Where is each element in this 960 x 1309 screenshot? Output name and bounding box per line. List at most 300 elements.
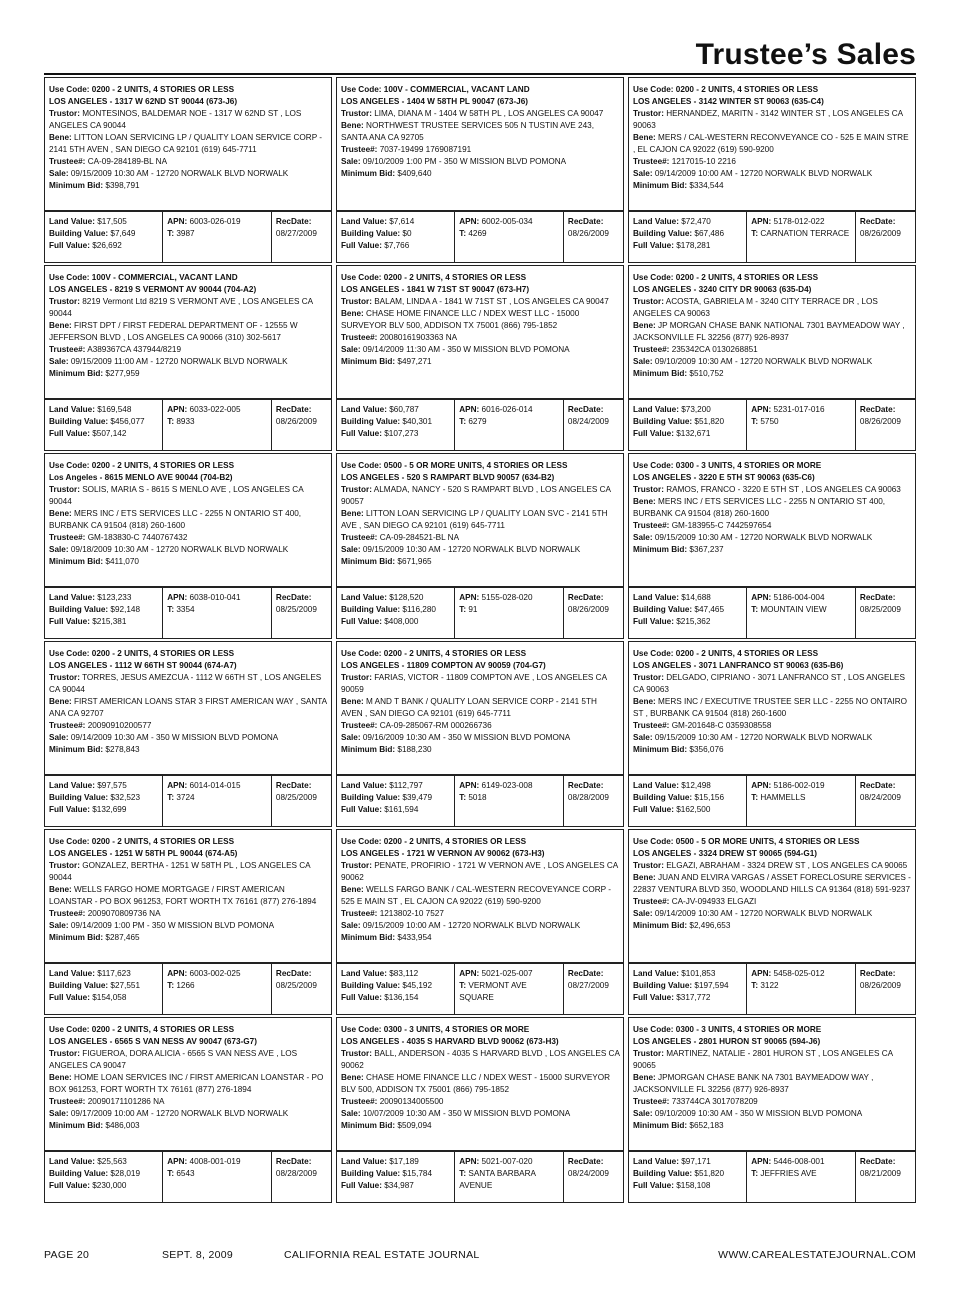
tract <box>167 416 268 428</box>
minimum-bid-label: Minimum Bid: <box>633 921 688 930</box>
recdate-value: 08/25/2009 <box>275 793 317 802</box>
building-value <box>49 792 159 804</box>
minimum-bid <box>633 368 912 380</box>
building-value <box>49 1168 159 1180</box>
trustee-number <box>49 908 328 920</box>
listing-details <box>629 78 915 212</box>
sale-info-label: Sale: <box>633 357 653 366</box>
recdate-column <box>271 400 331 450</box>
building-value <box>341 980 451 992</box>
sale-info <box>633 356 912 368</box>
use-code: Use Code: 0200 - 2 UNITS, 4 STORIES OR LESS <box>341 273 527 282</box>
beneficiary-value: FIRST AMERICAN LOANS STAR 3 FIRST AMERICAN WAY , SANTA ANA CA 92707 <box>49 697 327 718</box>
trustor <box>341 296 620 308</box>
recdate-value: 08/28/2009 <box>567 793 609 802</box>
listing-values <box>629 1152 915 1202</box>
trustee-number-value: 20090171101286 NA <box>87 1097 165 1106</box>
minimum-bid <box>49 368 328 380</box>
full-value <box>49 1180 159 1192</box>
building-value <box>633 1168 743 1180</box>
building-value-label: Building Value: <box>341 981 401 990</box>
full-value <box>341 992 451 1004</box>
trustor <box>341 1048 620 1072</box>
building-value <box>341 792 451 804</box>
full-value-value: $408,000 <box>384 617 419 626</box>
apn-value: 5155-028-020 <box>481 593 533 602</box>
apn <box>751 780 852 792</box>
use-code: Use Code: 0200 - 2 UNITS, 4 STORIES OR LESS <box>633 649 819 658</box>
land-value-label: Land Value: <box>633 593 679 602</box>
value-column <box>629 212 746 262</box>
apn <box>459 780 560 792</box>
recdate-column <box>271 776 331 826</box>
apn-label: APN: <box>167 781 188 790</box>
listing-card <box>628 829 916 1015</box>
listing-values <box>337 588 623 638</box>
sale-info-value: 09/10/2009 10:30 AM - 12720 NORWALK BLVD NORWALK <box>654 357 873 366</box>
trustor-label: Trustor: <box>633 673 664 682</box>
full-value <box>633 804 743 816</box>
land-value <box>633 1156 743 1168</box>
minimum-bid <box>49 180 328 192</box>
listing-details <box>337 266 623 400</box>
building-value-label: Building Value: <box>633 417 693 426</box>
apn-column <box>454 1152 563 1202</box>
sale-info-value: 09/10/2009 1:00 PM - 350 W MISSION BLVD POMONA <box>362 157 567 166</box>
value-column <box>45 212 162 262</box>
sale-info-value: 09/14/2009 10:00 AM - 12720 NORWALK BLVD NORWALK <box>654 169 873 178</box>
recdate-label: RecDate: <box>859 969 896 978</box>
sale-info-label: Sale: <box>49 733 69 742</box>
value-column <box>337 400 454 450</box>
beneficiary-value: LITTON LOAN SERVICING LP / QUALITY LOAN SVC - 2141 5TH AVE , SAN DIEGO CA 92101 (619) 645-7711 <box>341 509 608 530</box>
trustee-number-label: Trustee#: <box>341 1097 378 1106</box>
full-value-value: $215,362 <box>676 617 711 626</box>
tract-value: HAMMELLS <box>760 793 806 802</box>
value-column <box>629 1152 746 1202</box>
apn-column <box>746 776 855 826</box>
minimum-bid-label: Minimum Bid: <box>633 181 688 190</box>
beneficiary-label: Bene: <box>49 133 72 142</box>
tract <box>459 792 560 804</box>
minimum-bid <box>633 744 912 756</box>
trustor <box>49 860 328 884</box>
trustor-value: BALL, ANDERSON - 4035 S HARVARD BLVD , LOS ANGELES CA 90062 <box>341 1049 620 1070</box>
apn <box>751 1156 852 1168</box>
trustor-value: MARTINEZ, NATALIE - 2801 HURON ST , LOS ANGELES CA 90065 <box>633 1049 893 1070</box>
trustee-number-label: Trustee#: <box>633 721 670 730</box>
full-value-label: Full Value: <box>49 617 90 626</box>
apn-label: APN: <box>751 593 772 602</box>
beneficiary-value: FIRST DPT / FIRST FEDERAL DEPARTMENT OF - 12555 W JEFFERSON BLVD , LOS ANGELES CA 90066 (310) 302-5617 <box>49 321 298 342</box>
trustee-number <box>341 720 620 732</box>
apn-column <box>454 400 563 450</box>
trustee-number-label: Trustee#: <box>633 1097 670 1106</box>
trustor-label: Trustor: <box>341 861 372 870</box>
beneficiary <box>49 1072 328 1096</box>
tract-label: T: <box>459 229 467 238</box>
trustor-label: Trustor: <box>633 861 664 870</box>
listing-card <box>336 829 624 1015</box>
trustor <box>49 1048 328 1072</box>
minimum-bid-label: Minimum Bid: <box>341 169 396 178</box>
sale-info-value: 09/15/2009 11:00 AM - 12720 NORWALK BLVD NORWALK <box>70 357 288 366</box>
value-column <box>337 212 454 262</box>
sale-info-value: 09/14/2009 1:00 PM - 350 W MISSION BLVD POMONA <box>70 921 275 930</box>
sale-info <box>633 732 912 744</box>
apn-value: 5021-007-020 <box>481 1157 533 1166</box>
trustor-value: TORRES, JESUS AMEZCUA - 1112 W 66TH ST , LOS ANGELES CA 90044 <box>49 673 322 694</box>
use-code: Use Code: 0200 - 2 UNITS, 4 STORIES OR LESS <box>49 461 235 470</box>
recdate-label: RecDate: <box>275 781 312 790</box>
apn <box>167 780 268 792</box>
listing-values <box>629 964 915 1014</box>
apn-column <box>746 588 855 638</box>
sale-info-value: 09/14/2009 10:30 AM - 12720 NORWALK BLVD NORWALK <box>654 909 873 918</box>
apn-column <box>162 776 271 826</box>
recdate-value: 08/24/2009 <box>859 793 901 802</box>
trustee-number-value: 2009070809736 NA <box>87 909 161 918</box>
trustee-number <box>341 332 620 344</box>
tract <box>167 604 268 616</box>
recdate-column <box>271 212 331 262</box>
listing-details <box>629 454 915 588</box>
tract-value: 3987 <box>176 229 195 238</box>
recdate-column <box>855 964 915 1014</box>
trustor-label: Trustor: <box>341 1049 372 1058</box>
trustee-number-label: Trustee#: <box>341 721 378 730</box>
trustor-label: Trustor: <box>341 485 372 494</box>
apn-value: 6016-026-014 <box>481 405 533 414</box>
use-code: Use Code: 100V - COMMERCIAL, VACANT LAND <box>341 85 530 94</box>
tract-label: T: <box>751 417 759 426</box>
sale-info-value: 09/14/2009 10:30 AM - 350 W MISSION BLVD POMONA <box>70 733 279 742</box>
land-value-value: $7,614 <box>389 217 415 226</box>
trustor-label: Trustor: <box>49 861 80 870</box>
minimum-bid-label: Minimum Bid: <box>49 933 104 942</box>
recdate-value: 08/24/2009 <box>567 417 609 426</box>
minimum-bid-value: $398,791 <box>105 181 140 190</box>
beneficiary-label: Bene: <box>49 509 72 518</box>
recdate-label: RecDate: <box>567 217 604 226</box>
value-column <box>629 400 746 450</box>
minimum-bid-label: Minimum Bid: <box>49 369 104 378</box>
beneficiary-value: M AND T BANK / QUALITY LOAN SERVICE CORP - 2141 5TH AVEN , SAN DIEGO CA 92101 (619) 645-7711 <box>341 697 597 718</box>
minimum-bid-label: Minimum Bid: <box>633 545 688 554</box>
trustor-value: ELGAZI, ABRAHAM - 3324 DREW ST , LOS ANGELES CA 90065 <box>666 861 908 870</box>
recdate-column <box>563 1152 623 1202</box>
listing-values <box>45 1152 331 1202</box>
beneficiary-value: MERS INC / EXECUTIVE TRUSTEE SER LLC - 2255 NO ONTAIRO ST , BURBANK CA 91504 (818) 260-1600 <box>633 697 908 718</box>
minimum-bid <box>341 932 620 944</box>
recdate-label: RecDate: <box>859 1157 896 1166</box>
trustor-label: Trustor: <box>341 109 372 118</box>
recdate-column <box>855 776 915 826</box>
page-number: PAGE 20 <box>44 1249 90 1261</box>
sale-info <box>49 544 328 556</box>
land-value-value: $101,853 <box>681 969 716 978</box>
sale-info-value: 09/15/2009 10:00 AM - 12720 NORWALK BLVD NORWALK <box>362 921 581 930</box>
land-value-value: $97,575 <box>97 781 127 790</box>
minimum-bid <box>341 1120 620 1132</box>
recdate-label: RecDate: <box>859 405 896 414</box>
property-address: LOS ANGELES - 6565 S VAN NESS AV 90047 (673-G7) <box>49 1037 257 1046</box>
trustee-number <box>341 144 620 156</box>
land-value <box>633 780 743 792</box>
trustee-number <box>633 720 912 732</box>
building-value-value: $27,551 <box>110 981 141 990</box>
apn <box>751 968 852 980</box>
listing-values <box>337 964 623 1014</box>
listing-card <box>628 77 916 263</box>
recdate-value: 08/26/2009 <box>859 981 901 990</box>
sale-info <box>341 920 620 932</box>
land-value <box>341 780 451 792</box>
beneficiary <box>341 120 620 144</box>
listing-card <box>44 1017 332 1203</box>
sale-info <box>341 732 620 744</box>
trustee-number-value: GM-201648-C 0359308558 <box>671 721 772 730</box>
building-value-label: Building Value: <box>49 793 109 802</box>
trustee-number <box>341 532 620 544</box>
recdate-column <box>855 212 915 262</box>
recdate-label: RecDate: <box>567 593 604 602</box>
listing-values <box>337 776 623 826</box>
apn-column <box>162 1152 271 1202</box>
sale-info-value: 09/14/2009 11:30 AM - 350 W MISSION BLVD POMONA <box>362 345 570 354</box>
sale-info <box>341 156 620 168</box>
full-value-label: Full Value: <box>49 1181 90 1190</box>
land-value-label: Land Value: <box>49 969 95 978</box>
land-value-value: $17,189 <box>389 1157 419 1166</box>
trustor-value: FARIAS, VICTOR - 11809 COMPTON AVE , LOS ANGELES CA 90059 <box>341 673 607 694</box>
full-value-value: $162,500 <box>676 805 711 814</box>
minimum-bid-label: Minimum Bid: <box>341 933 396 942</box>
tract <box>459 228 560 240</box>
full-value-label: Full Value: <box>341 241 382 250</box>
land-value <box>633 968 743 980</box>
use-code: Use Code: 0500 - 5 OR MORE UNITS, 4 STORIES OR LESS <box>341 461 568 470</box>
recdate-column <box>271 1152 331 1202</box>
land-value-label: Land Value: <box>341 405 387 414</box>
sale-info-label: Sale: <box>49 357 69 366</box>
trustee-number <box>633 1096 912 1108</box>
sale-info <box>49 356 328 368</box>
apn <box>459 968 560 980</box>
beneficiary <box>341 308 620 332</box>
tract-value: 91 <box>468 605 478 614</box>
trustor-value: HERNANDEZ, MARITN - 3142 WINTER ST , LOS ANGELES CA 90063 <box>633 109 903 130</box>
recdate-label: RecDate: <box>859 781 896 790</box>
beneficiary-value: JPMORGAN CHASE BANK NA 7301 BAYMEADOW WAY , JACKSONVILLE FL 32256 (877) 926-8937 <box>633 1073 874 1094</box>
beneficiary-value: MERS INC / ETS SERVICES LLC - 2255 N ONTARIO ST 400, BURBANK CA 91504 (818) 260-1600 <box>633 497 886 518</box>
building-value-label: Building Value: <box>341 1169 401 1178</box>
tract-label: T: <box>751 793 759 802</box>
sale-info-value: 09/10/2009 10:30 AM - 350 W MISSION BLVD POMONA <box>654 1109 863 1118</box>
apn-label: APN: <box>459 593 480 602</box>
trustor <box>633 1048 912 1072</box>
trustor <box>633 108 912 132</box>
sale-info <box>633 168 912 180</box>
minimum-bid-label: Minimum Bid: <box>49 1121 104 1130</box>
trustee-number-label: Trustee#: <box>49 721 86 730</box>
apn-label: APN: <box>167 217 188 226</box>
tract-value: 1266 <box>176 981 195 990</box>
full-value-value: $136,154 <box>384 993 419 1002</box>
full-value-label: Full Value: <box>341 805 382 814</box>
sale-info-label: Sale: <box>341 733 361 742</box>
tract <box>751 1168 852 1180</box>
sale-info <box>49 168 328 180</box>
full-value <box>633 428 743 440</box>
property-address: LOS ANGELES - 1112 W 66TH ST 90044 (674-A7) <box>49 661 237 670</box>
listing-values <box>629 588 915 638</box>
minimum-bid-value: $433,954 <box>397 933 432 942</box>
building-value-label: Building Value: <box>341 417 401 426</box>
listing-values <box>629 212 915 262</box>
beneficiary-value: HOME LOAN SERVICES INC / FIRST AMERICAN LOANSTAR - PO BOX 961253, FORT WORTH TX 76161 (877) 276-1894 <box>49 1073 324 1094</box>
full-value <box>49 992 159 1004</box>
beneficiary-value: JUAN AND ELVIRA VARGAS / ASSET FORECLOSURE SERVICES - 22837 VENTURA BLVD 350, WOODLAND HILLS CA 91364 (818) 591-9237 <box>633 873 911 894</box>
building-value-label: Building Value: <box>633 229 693 238</box>
tract <box>751 416 852 428</box>
sale-info-label: Sale: <box>633 733 653 742</box>
minimum-bid-value: $510,752 <box>689 369 724 378</box>
listing-details <box>629 1018 915 1152</box>
beneficiary <box>49 884 328 908</box>
minimum-bid-value: $411,070 <box>105 557 139 566</box>
listing-card <box>336 77 624 263</box>
listing-card <box>44 77 332 263</box>
full-value <box>341 1180 451 1192</box>
tract-label: T: <box>459 417 467 426</box>
tract-label: T: <box>751 229 759 238</box>
full-value <box>49 428 159 440</box>
trustor-value: ALMADA, NANCY - 520 S RAMPART BLVD , LOS ANGELES CA 90057 <box>341 485 611 506</box>
apn-column <box>454 964 563 1014</box>
full-value-value: $7,766 <box>384 241 410 250</box>
tract <box>167 980 268 992</box>
full-value-value: $178,281 <box>676 241 711 250</box>
building-value-value: $92,148 <box>110 605 141 614</box>
trustor-label: Trustor: <box>341 297 372 306</box>
apn-value: 6038-010-041 <box>189 593 241 602</box>
apn-column <box>746 1152 855 1202</box>
use-code: Use Code: 0300 - 3 UNITS, 4 STORIES OR MORE <box>633 461 822 470</box>
trustee-number-value: GM-183830-C 7440767432 <box>87 533 188 542</box>
tract <box>751 980 852 992</box>
beneficiary <box>341 508 620 532</box>
minimum-bid-label: Minimum Bid: <box>341 1121 396 1130</box>
apn <box>459 592 560 604</box>
listing-details <box>45 454 331 588</box>
land-value <box>633 404 743 416</box>
listing-details <box>45 266 331 400</box>
use-code: Use Code: 0200 - 2 UNITS, 4 STORIES OR LESS <box>341 649 527 658</box>
website-link[interactable]: WWW.CAREALESTATEJOURNAL.COM <box>718 1249 916 1261</box>
beneficiary-label: Bene: <box>341 697 364 706</box>
value-column <box>629 964 746 1014</box>
use-code: Use Code: 0200 - 2 UNITS, 4 STORIES OR LESS <box>49 837 235 846</box>
use-code: Use Code: 0200 - 2 UNITS, 4 STORIES OR LESS <box>49 1025 235 1034</box>
recdate-column <box>563 776 623 826</box>
trustee-number <box>341 1096 620 1108</box>
full-value-label: Full Value: <box>49 993 90 1002</box>
full-value-value: $34,987 <box>384 1181 414 1190</box>
minimum-bid <box>49 1120 328 1132</box>
land-value-value: $83,112 <box>389 969 419 978</box>
beneficiary-label: Bene: <box>633 133 656 142</box>
building-value-value: $7,649 <box>110 229 136 238</box>
beneficiary-value: JP MORGAN CHASE BANK NATIONAL 7301 BAYMEADOW WAY , JACKSONVILLE FL 32256 (877) 926-8937 <box>633 321 905 342</box>
trustor-label: Trustor: <box>633 109 664 118</box>
listing-details <box>45 78 331 212</box>
full-value-value: $26,692 <box>92 241 122 250</box>
apn-column <box>746 964 855 1014</box>
full-value-label: Full Value: <box>49 429 90 438</box>
recdate-value: 08/25/2009 <box>275 605 317 614</box>
tract-value: 5750 <box>760 417 779 426</box>
tract-label: T: <box>167 1169 175 1178</box>
full-value-label: Full Value: <box>341 617 382 626</box>
trustor <box>49 296 328 320</box>
apn-value: 5186-004-004 <box>773 593 825 602</box>
land-value-label: Land Value: <box>49 1157 95 1166</box>
full-value-value: $132,671 <box>676 429 711 438</box>
full-value <box>633 616 743 628</box>
listing-card <box>628 265 916 451</box>
trustor-value: SOLIS, MARIA S - 8615 S MENLO AVE , LOS ANGELES CA 90044 <box>49 485 304 506</box>
building-value-label: Building Value: <box>633 981 693 990</box>
recdate-column <box>271 588 331 638</box>
land-value-label: Land Value: <box>341 593 387 602</box>
sale-info-label: Sale: <box>49 545 69 554</box>
apn-column <box>454 776 563 826</box>
full-value <box>341 804 451 816</box>
land-value <box>49 968 159 980</box>
apn-column <box>454 212 563 262</box>
listing-card <box>44 265 332 451</box>
minimum-bid <box>49 932 328 944</box>
listing-card <box>44 641 332 827</box>
minimum-bid <box>341 356 620 368</box>
building-value-label: Building Value: <box>341 793 401 802</box>
tract-label: T: <box>751 605 759 614</box>
building-value-label: Building Value: <box>49 1169 109 1178</box>
value-column <box>45 1152 162 1202</box>
apn-label: APN: <box>167 593 188 602</box>
recdate-label: RecDate: <box>275 1157 312 1166</box>
recdate-value: 08/25/2009 <box>275 981 317 990</box>
value-column <box>45 588 162 638</box>
sale-info-label: Sale: <box>49 921 69 930</box>
tract-value: VERMONT AVE SQUARE <box>459 981 527 1002</box>
recdate-value: 08/26/2009 <box>859 229 901 238</box>
full-value-label: Full Value: <box>341 429 382 438</box>
land-value-label: Land Value: <box>633 781 679 790</box>
beneficiary-label: Bene: <box>341 121 364 130</box>
apn-value: 6002-005-034 <box>481 217 533 226</box>
apn <box>459 216 560 228</box>
value-column <box>45 776 162 826</box>
minimum-bid <box>633 544 912 556</box>
land-value-value: $123,233 <box>97 593 132 602</box>
minimum-bid <box>341 556 620 568</box>
apn-column <box>162 212 271 262</box>
recdate-column <box>563 400 623 450</box>
full-value-label: Full Value: <box>341 993 382 1002</box>
minimum-bid <box>633 1120 912 1132</box>
